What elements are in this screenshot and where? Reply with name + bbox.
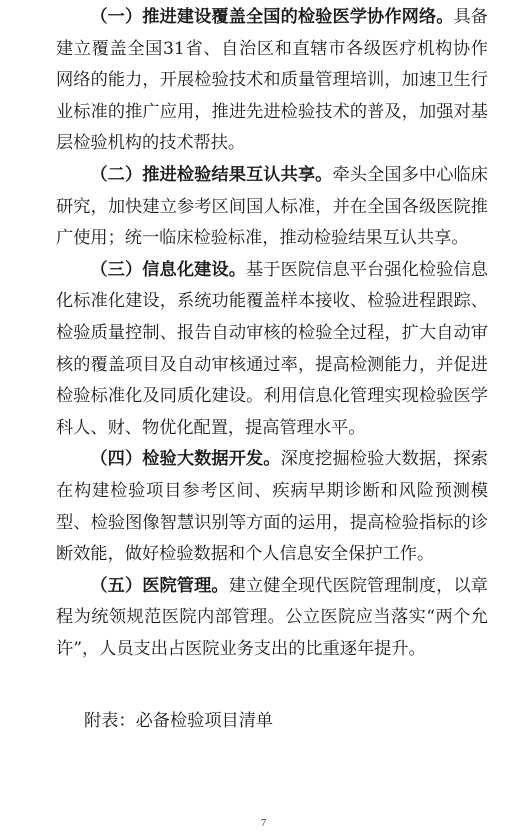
paragraph-3 — [56, 255, 488, 445]
paragraph-1 — [56, 2, 488, 160]
paragraph-3-text: 基于医院信息平台强化检验信息化标准化建设，系统功能覆盖样本接收、检验进程跟踪、检验质量控制、报告自动审核的检验全过程，扩大自动审核的覆盖项目及自动审核通过率，提高检测能力，并促进检验标准化及同质化建设。利用信息化管理实现检验医学科人、财、物优化配置，提高管理水平。 — [56, 259, 488, 438]
paragraph-2-text: 牵头全国多中心临床研究，加快建立参考区间国人标准，并在全国各级医院推广使用；统一临床检验标准，推动检验结果互认共享。 — [56, 164, 488, 249]
paragraph-5 — [56, 571, 488, 666]
paragraph-5-heading: （五）医院管理。 — [90, 575, 229, 596]
attachment-note: 附表：必备检验项目清单 — [84, 711, 274, 731]
page-number: 7 — [260, 817, 267, 829]
paragraph-4-heading: （四）检验大数据开发。 — [90, 449, 281, 470]
paragraph-5-text: 建立健全现代医院管理制度，以章程为统领规范医院内部管理。公立医院应当落实“两个允许”，人员支出占医院业务支出的比重逐年提升。 — [56, 575, 488, 659]
paragraph-3-heading: （三）信息化建设。 — [90, 259, 247, 280]
paragraph-1-heading: （一）推进建设覆盖全国的检验医学协作网络。 — [90, 7, 454, 27]
paragraph-2 — [56, 160, 488, 255]
paragraph-1-text: 具备建立覆盖全国31省、自治区和直辖市各级医疗机构协作网络的能力，开展检验技术和质量管理培训，加速卫生行业标准的推广应用，推进先进检验技术的普及，加强对基层检验机构的技术帮扶。 — [56, 7, 488, 154]
paragraph-4 — [56, 444, 488, 570]
paragraph-4-text: 深度挖掘检验大数据，探索在构建检验项目参考区间、疾病早期诊断和风险预测模型、检验图像智慧识别等方面的运用，提高检验指标的诊断效能，做好检验数据和个人信息安全保护工作。 — [56, 449, 488, 565]
document-body — [56, 2, 488, 665]
paragraph-2-heading: （二）推进检验结果互认共享。 — [90, 164, 333, 185]
